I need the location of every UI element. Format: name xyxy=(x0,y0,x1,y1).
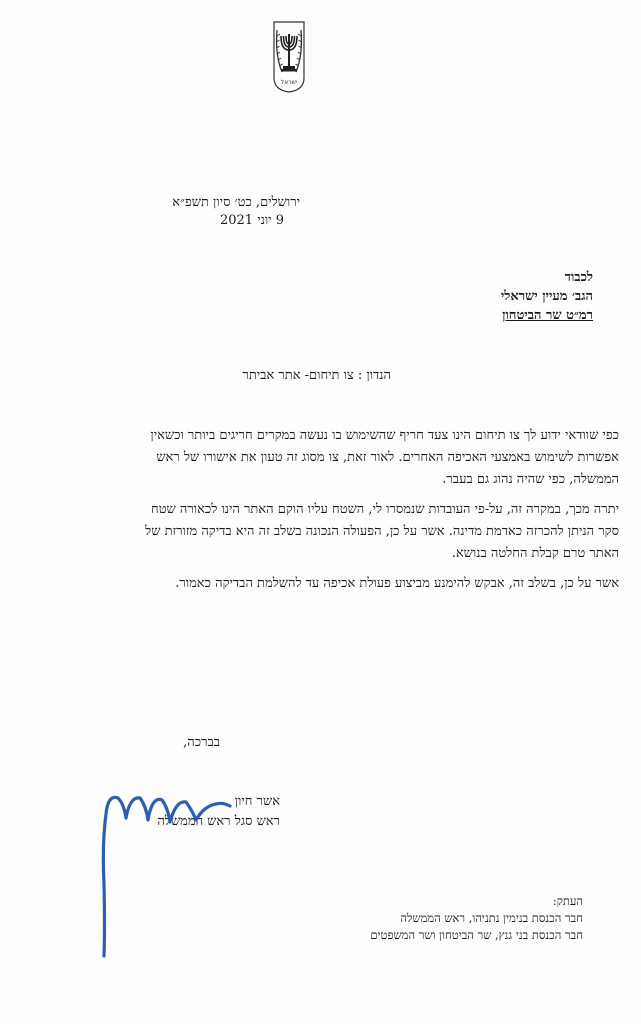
body-line: יתרה מכך, במקרה זה, על-פי העובדות שנמסרו לי, השטח עליו הוקם האתר הינו לכאורה שטח xyxy=(151,502,619,517)
body-line: אפשרות לשימוש באמצעי האכיפה האחרים. לאור זאת, צו מסוג זה טעון את אישורו של ראש xyxy=(156,450,619,465)
recipient-block xyxy=(333,268,593,325)
salutation: לכבוד xyxy=(564,270,593,285)
cc-label: העתק: xyxy=(552,894,583,908)
handwritten-signature xyxy=(92,784,242,959)
cc-line: חבר הכנסת בנימין נתניהו, ראש הממשלה xyxy=(400,911,583,925)
date-block xyxy=(60,194,300,230)
body-line: כפי שוודאי ידוע לך צו תיחום הינו צעד חריף שהשימוש בו נעשה במקרים חריגים ביותר וכשאין xyxy=(150,428,619,443)
signer-name: אשר חיון xyxy=(234,794,280,809)
closing: בברכה, xyxy=(183,735,220,750)
gregorian-date: 9 יוני 2021 xyxy=(219,213,284,228)
recipient-role: רמ״ט שר הביטחון xyxy=(502,308,593,323)
state-emblem-icon xyxy=(272,20,306,94)
body-line: סקר הניתן להכרזה כאדמת מדינה. אשר על כן, הפעולה הנכונה בשלב זה היא בדיקה מזורזת של xyxy=(145,524,619,539)
recipient-name: הגב׳ מעיין ישראלי xyxy=(500,289,593,304)
body-line: אשר על כן, בשלב זה, אבקש להימנע מביצוע פעולת אכיפה עד להשלמת הבדיקה כאמור. xyxy=(175,576,619,591)
signer-title: ראש סגל ראש הממשלה xyxy=(157,814,280,829)
cc-block xyxy=(263,893,583,944)
hebrew-date: ירושלים, כט׳ סיון תשפ״א xyxy=(172,195,300,210)
body-line: האתר טרם קבלת החלטה בנושא. xyxy=(451,546,619,561)
subject-line: הנדון : צו תיחום- אתר אביתר xyxy=(242,368,391,383)
cc-line: חבר הכנסת בני גנץ, שר הביטחון ושר המשפטים xyxy=(370,928,583,942)
svg-text:ישראל: ישראל xyxy=(280,79,298,86)
letter-body xyxy=(30,425,619,595)
body-line: הממשלה, כפי שהיה נהוג גם בעבר. xyxy=(442,472,619,487)
